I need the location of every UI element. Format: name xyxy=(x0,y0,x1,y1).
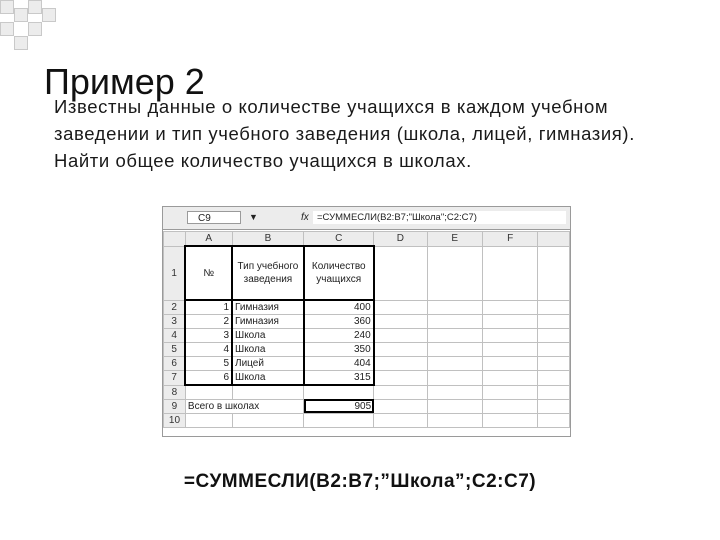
cell-total-value[interactable]: 905 xyxy=(304,399,374,413)
column-header[interactable]: B xyxy=(232,232,304,247)
formula-input[interactable]: =СУММЕСЛИ(B2:B7;"Школа";C2:C7) xyxy=(313,211,566,224)
cell[interactable] xyxy=(374,357,427,371)
cell xyxy=(538,413,570,427)
table-row xyxy=(164,300,570,315)
cell-type[interactable]: Школа xyxy=(232,343,304,357)
cell xyxy=(538,343,570,357)
decor-square xyxy=(28,0,42,14)
column-header[interactable]: F xyxy=(482,232,537,247)
cell-header-count[interactable]: Количество учащихся xyxy=(304,246,374,300)
problem-description: Известны данные о количестве учащихся в каждом учебном заведении и тип учебного заведения (школа, лицей, гимназия). Найти общее количество учащихся в школах. xyxy=(54,96,635,171)
row-header[interactable]: 3 xyxy=(164,315,186,329)
cell[interactable] xyxy=(482,300,537,315)
cell[interactable] xyxy=(427,371,482,386)
name-box[interactable]: C9 xyxy=(187,211,241,224)
table-row xyxy=(164,357,570,371)
row-header[interactable]: 5 xyxy=(164,343,186,357)
decor-square xyxy=(42,8,56,22)
cell-number[interactable]: 2 xyxy=(185,315,232,329)
cell-count[interactable]: 400 xyxy=(304,300,374,315)
row-header[interactable]: 8 xyxy=(164,385,186,399)
cell[interactable] xyxy=(374,343,427,357)
cell-number[interactable]: 4 xyxy=(185,343,232,357)
cell[interactable] xyxy=(427,413,482,427)
cell-count[interactable]: 360 xyxy=(304,315,374,329)
cell-total-label[interactable]: Всего в школах xyxy=(185,399,303,413)
table-row xyxy=(164,329,570,343)
cell-count[interactable]: 404 xyxy=(304,357,374,371)
cell xyxy=(538,385,570,399)
decor-square xyxy=(28,22,42,36)
cell[interactable] xyxy=(374,315,427,329)
cell[interactable] xyxy=(232,413,304,427)
row-header[interactable]: 1 xyxy=(164,246,186,300)
cell[interactable] xyxy=(482,413,537,427)
decor-square xyxy=(14,36,28,50)
column-header[interactable]: E xyxy=(427,232,482,247)
row-header[interactable]: 6 xyxy=(164,357,186,371)
cell[interactable] xyxy=(427,399,482,413)
cell-number[interactable]: 1 xyxy=(185,300,232,315)
cell[interactable] xyxy=(304,413,374,427)
cell-type[interactable]: Гимназия xyxy=(232,300,304,315)
cell[interactable] xyxy=(482,385,537,399)
cell[interactable] xyxy=(374,413,427,427)
column-header[interactable]: D xyxy=(374,232,427,247)
column-header[interactable]: A xyxy=(185,232,232,247)
cell-count[interactable]: 240 xyxy=(304,329,374,343)
cell[interactable] xyxy=(232,385,304,399)
decor-square xyxy=(0,22,14,36)
cell xyxy=(538,300,570,315)
row-header[interactable]: 4 xyxy=(164,329,186,343)
cell xyxy=(538,371,570,386)
cell-header-type[interactable]: Тип учебного заведения xyxy=(232,246,304,300)
row-header[interactable]: 9 xyxy=(164,399,186,413)
cell-number[interactable]: 6 xyxy=(185,371,232,386)
cell xyxy=(538,329,570,343)
cell[interactable] xyxy=(427,246,482,300)
decor-square xyxy=(0,0,14,14)
cell[interactable] xyxy=(482,246,537,300)
cell[interactable] xyxy=(482,315,537,329)
cell[interactable] xyxy=(482,357,537,371)
column-header-filler xyxy=(538,232,570,247)
cell[interactable] xyxy=(374,246,427,300)
decor-square xyxy=(14,8,28,22)
cell[interactable] xyxy=(427,357,482,371)
cell xyxy=(538,399,570,413)
cell xyxy=(538,357,570,371)
cell[interactable] xyxy=(374,300,427,315)
spreadsheet-screenshot xyxy=(162,206,571,437)
table-row xyxy=(164,371,570,386)
cell xyxy=(538,315,570,329)
formula-bar xyxy=(163,207,570,230)
cell[interactable] xyxy=(374,329,427,343)
cell[interactable] xyxy=(374,399,427,413)
cell-header-number[interactable]: № xyxy=(185,246,232,300)
row-header[interactable]: 7 xyxy=(164,371,186,386)
cell-type[interactable]: Лицей xyxy=(232,357,304,371)
cell[interactable] xyxy=(374,385,427,399)
cell-type[interactable]: Гимназия xyxy=(232,315,304,329)
row-header[interactable]: 10 xyxy=(164,413,186,427)
row-header[interactable]: 2 xyxy=(164,300,186,315)
cell[interactable] xyxy=(427,300,482,315)
cell[interactable] xyxy=(427,315,482,329)
name-box-dropdown-icon[interactable]: ▼ xyxy=(249,212,258,222)
cell-count[interactable]: 315 xyxy=(304,371,374,386)
formula-caption: =СУММЕСЛИ(B2:B7;”Школа”;C2:C7) xyxy=(183,471,537,492)
cell-number[interactable]: 5 xyxy=(185,357,232,371)
cell-count[interactable]: 350 xyxy=(304,343,374,357)
cell xyxy=(538,246,570,300)
cell[interactable] xyxy=(482,371,537,386)
table-row xyxy=(164,413,570,427)
column-header[interactable]: C xyxy=(304,232,374,247)
sheet-grid xyxy=(163,231,570,428)
select-all-corner[interactable] xyxy=(164,232,186,247)
cell-number[interactable]: 3 xyxy=(185,329,232,343)
cell-type[interactable]: Школа xyxy=(232,329,304,343)
cell[interactable] xyxy=(185,385,232,399)
cell[interactable] xyxy=(482,329,537,343)
fx-icon[interactable]: fx xyxy=(301,212,309,223)
cell[interactable] xyxy=(374,371,427,386)
cell[interactable] xyxy=(185,413,232,427)
cell[interactable] xyxy=(482,343,537,357)
table-row xyxy=(164,343,570,357)
cell-type[interactable]: Школа xyxy=(232,371,304,386)
cell[interactable] xyxy=(482,399,537,413)
cell[interactable] xyxy=(427,385,482,399)
table-row xyxy=(164,385,570,399)
table-row xyxy=(164,399,570,413)
table-row xyxy=(164,315,570,329)
cell[interactable] xyxy=(427,343,482,357)
slide-title: Пример 2 xyxy=(44,61,205,102)
cell[interactable] xyxy=(304,385,374,399)
cell[interactable] xyxy=(427,329,482,343)
